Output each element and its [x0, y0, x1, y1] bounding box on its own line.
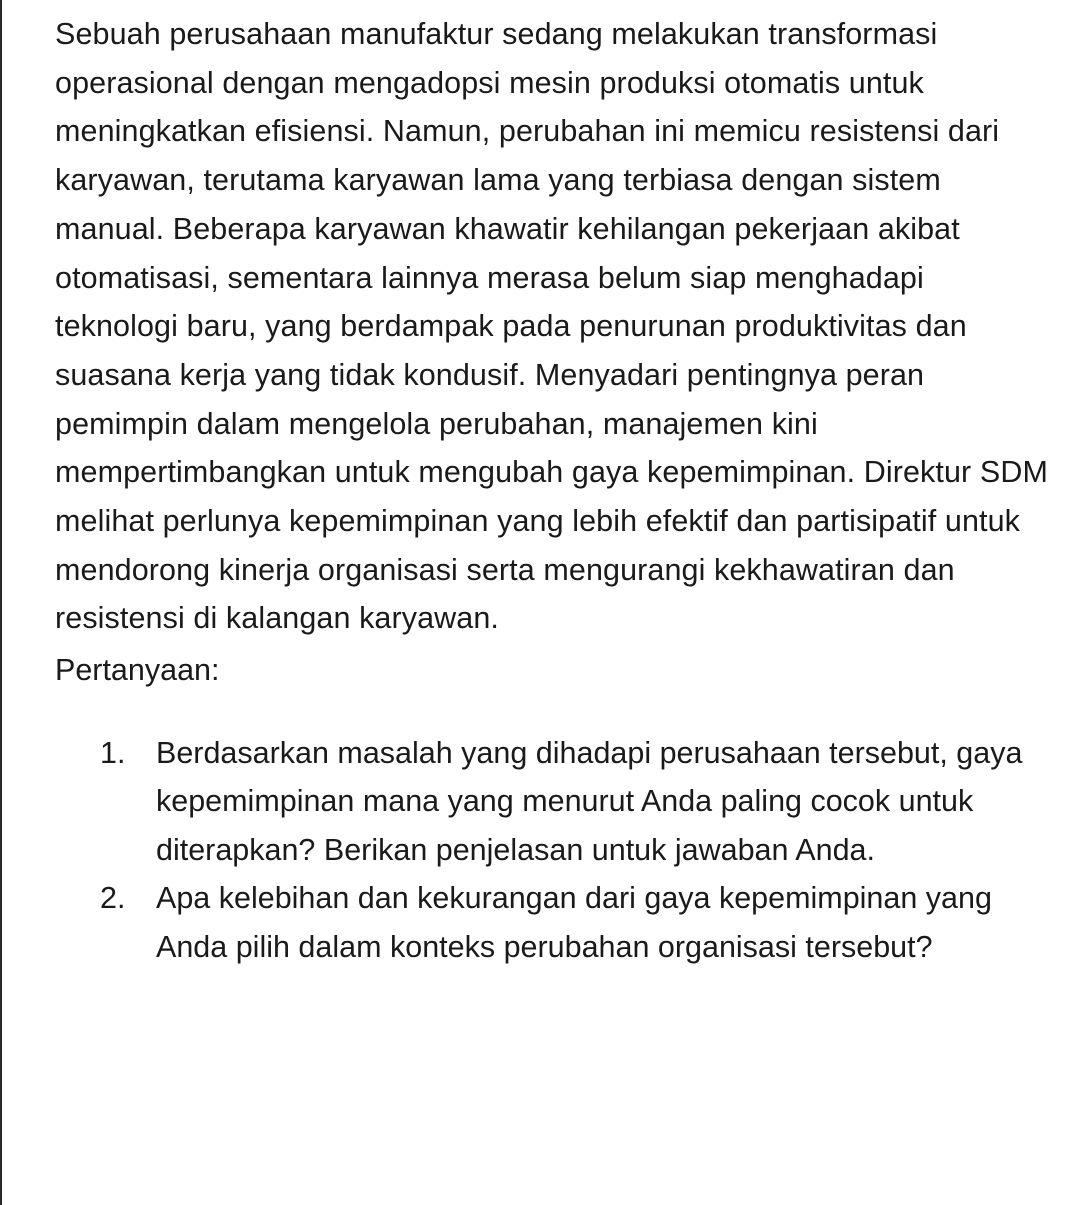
question-item-2 [55, 874, 1055, 971]
left-border-line [0, 0, 2, 1205]
question-item-1 [55, 729, 1055, 875]
question-text: Apa kelebihan dan kekurangan dari gaya kepemimpinan yang Anda pilih dalam konteks perubahan organisasi tersebut? [156, 881, 992, 964]
questions-list [55, 729, 1055, 972]
question-number: 1. [100, 735, 126, 770]
question-text: Berdasarkan masalah yang dihadapi perusahaan tersebut, gaya kepemimpinan mana yang menurut Anda paling cocok untuk diterapkan? Berikan penjelasan untuk jawaban Anda. [156, 735, 1023, 867]
document-body [55, 10, 1055, 971]
question-number: 2. [100, 881, 126, 916]
case-passage: Sebuah perusahaan manufaktur sedang melakukan transformasi operasional dengan mengadopsi mesin produksi otomatis untuk meningkatkan efisiensi. Namun, perubahan ini memicu resistensi dari karyawan, terutama karyawan lama yang terbiasa dengan sistem manual. Beberapa karyawan khawatir kehilangan pekerjaan akibat otomatisasi, sementara lainnya merasa belum siap menghadapi teknologi baru, yang berdampak pada penurunan produktivitas dan suasana kerja yang tidak kondusif. Menyadari pentingnya peran pemimpin dalam mengelola perubahan, manajemen kini mempertimbangkan untuk mengubah gaya kepemimpinan. Direktur SDM melihat perlunya kepemimpinan yang lebih efektif dan partisipatif untuk mendorong kinerja organisasi serta mengurangi kekhawatiran dan resistensi di kalangan karyawan. [55, 17, 1048, 636]
questions-label: Pertanyaan: [55, 653, 220, 688]
